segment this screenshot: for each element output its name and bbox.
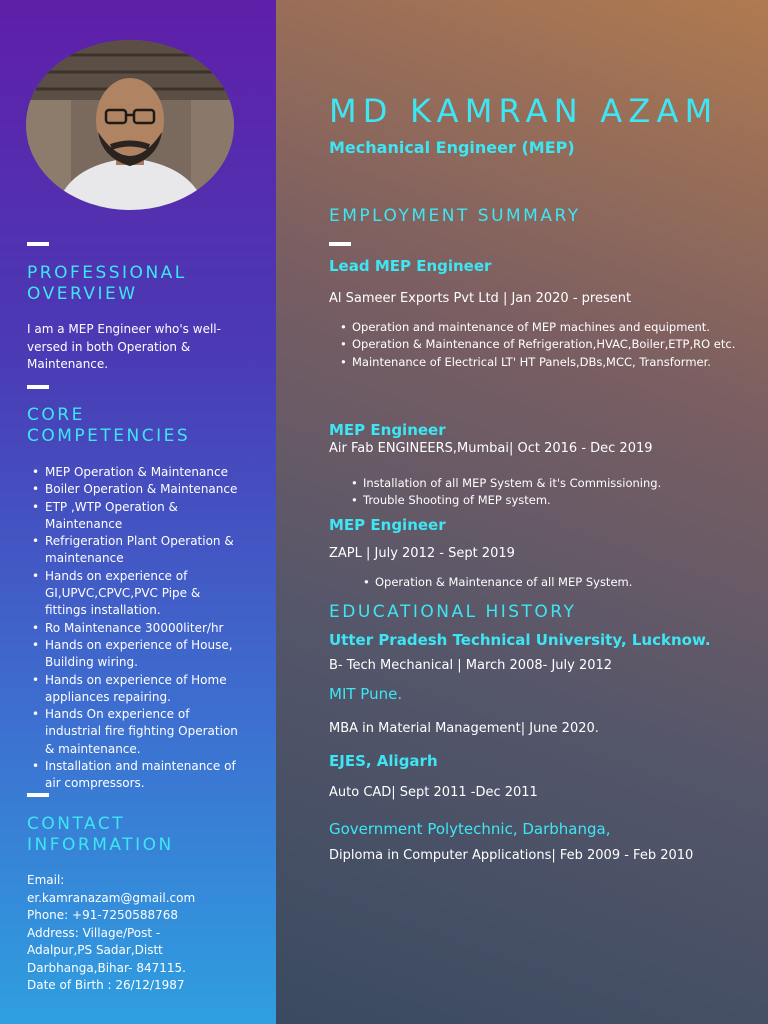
- contact-address: Darbhanga,Bihar- 847115.: [27, 960, 186, 975]
- list-item: • Refrigeration Plant Operation & maintenance: [27, 533, 242, 568]
- list-item: • MEP Operation & Maintenance: [27, 464, 242, 481]
- list-item: • Trouble Shooting of MEP system.: [350, 492, 750, 509]
- contact-phone: Phone: +91-7250588768: [27, 908, 179, 922]
- candidate-name: MD KAMRAN AZAM: [329, 92, 719, 130]
- education-school: Utter Pradesh Technical University, Lucknow.: [329, 631, 711, 649]
- education-school: Government Polytechnic, Darbhanga,: [329, 820, 611, 838]
- overview-heading-line-1: PROFESSIONAL: [27, 263, 187, 283]
- contact-heading: [27, 814, 174, 856]
- education-detail: Auto CAD| Sept 2011 -Dec 2011: [329, 785, 538, 800]
- education-school: MIT Pune.: [329, 685, 403, 703]
- list-item: • Hands on experience of GI,UPVC,CPVC,PVC Pipe & fittings installation.: [27, 568, 242, 620]
- contact-heading-line-2: INFORMATION: [27, 835, 174, 855]
- job-bullets: [339, 319, 739, 371]
- overview-heading: [27, 263, 187, 305]
- competencies-heading: [27, 405, 190, 447]
- education-detail: B- Tech Mechanical | March 2008- July 2012: [329, 658, 613, 673]
- job-title: MEP Engineer: [329, 516, 446, 534]
- overview-heading-line-2: OVERVIEW: [27, 284, 138, 304]
- sidebar: [0, 0, 276, 1024]
- candidate-role: Mechanical Engineer (MEP): [329, 138, 575, 157]
- job-title: MEP Engineer: [329, 421, 446, 439]
- profile-photo-image: [26, 40, 234, 210]
- list-item: • Maintenance of Electrical LT' HT Panels,DBs,MCC, Transformer.: [339, 354, 739, 371]
- education-heading: EDUCATIONAL HISTORY: [329, 602, 577, 622]
- list-item: • ETP ,WTP Operation & Maintenance: [27, 499, 242, 534]
- job-company: Al Sameer Exports Pvt Ltd | Jan 2020 - present: [329, 291, 632, 306]
- divider-bar: [27, 242, 49, 246]
- list-item: • Operation & Maintenance of all MEP System.: [362, 574, 762, 591]
- list-item: • Operation & Maintenance of Refrigeration,HVAC,Boiler,ETP,RO etc.: [339, 336, 739, 353]
- contact-heading-line-1: CONTACT: [27, 814, 126, 834]
- main-content: [276, 0, 768, 1024]
- competencies-heading-line-2: COMPETENCIES: [27, 426, 191, 446]
- list-item: • Installation and maintenance of air compressors.: [27, 758, 242, 793]
- contact-line: Email:: [27, 873, 65, 887]
- education-detail: Diploma in Computer Applications| Feb 2009 - Feb 2010: [329, 848, 694, 863]
- contact-address: Address: Village/Post -: [27, 925, 161, 940]
- contact-email: er.kamranazam@gmail.com: [27, 890, 196, 905]
- divider-bar: [27, 793, 49, 797]
- contact-info: [27, 872, 267, 995]
- list-item: • Hands on experience of Home appliances repairing.: [27, 672, 242, 707]
- list-item: • Boiler Operation & Maintenance: [27, 481, 242, 498]
- overview-text: I am a MEP Engineer who's well-versed in both Operation & Maintenance.: [27, 322, 221, 371]
- profile-photo: [26, 40, 234, 210]
- contact-dob: Date of Birth : 26/12/1987: [27, 978, 185, 992]
- list-item: • Operation and maintenance of MEP machines and equipment.: [339, 319, 739, 336]
- competencies-heading-line-1: CORE: [27, 405, 85, 425]
- list-item: • Ro Maintenance 30000liter/hr: [27, 620, 242, 637]
- contact-address: Adalpur,PS Sadar,Distt: [27, 943, 163, 957]
- education-school: EJES, Aligarh: [329, 752, 438, 770]
- divider-bar: [329, 242, 351, 246]
- list-item: • Hands on experience of House, Building wiring.: [27, 637, 242, 672]
- job-bullets: [350, 475, 750, 510]
- job-company: Air Fab ENGINEERS,Mumbai| Oct 2016 - Dec 2019: [329, 441, 653, 456]
- divider-bar: [27, 385, 49, 389]
- competencies-list: [27, 464, 242, 793]
- list-item: • Installation of all MEP System & it's Commissioning.: [350, 475, 750, 492]
- education-detail: MBA in Material Management| June 2020.: [329, 721, 599, 736]
- job-company: ZAPL | July 2012 - Sept 2019: [329, 546, 515, 561]
- employment-heading: EMPLOYMENT SUMMARY: [329, 206, 581, 226]
- job-title: Lead MEP Engineer: [329, 257, 492, 275]
- list-item: • Hands On experience of industrial fire fighting Operation & maintenance.: [27, 706, 242, 758]
- job-bullets: [362, 574, 762, 591]
